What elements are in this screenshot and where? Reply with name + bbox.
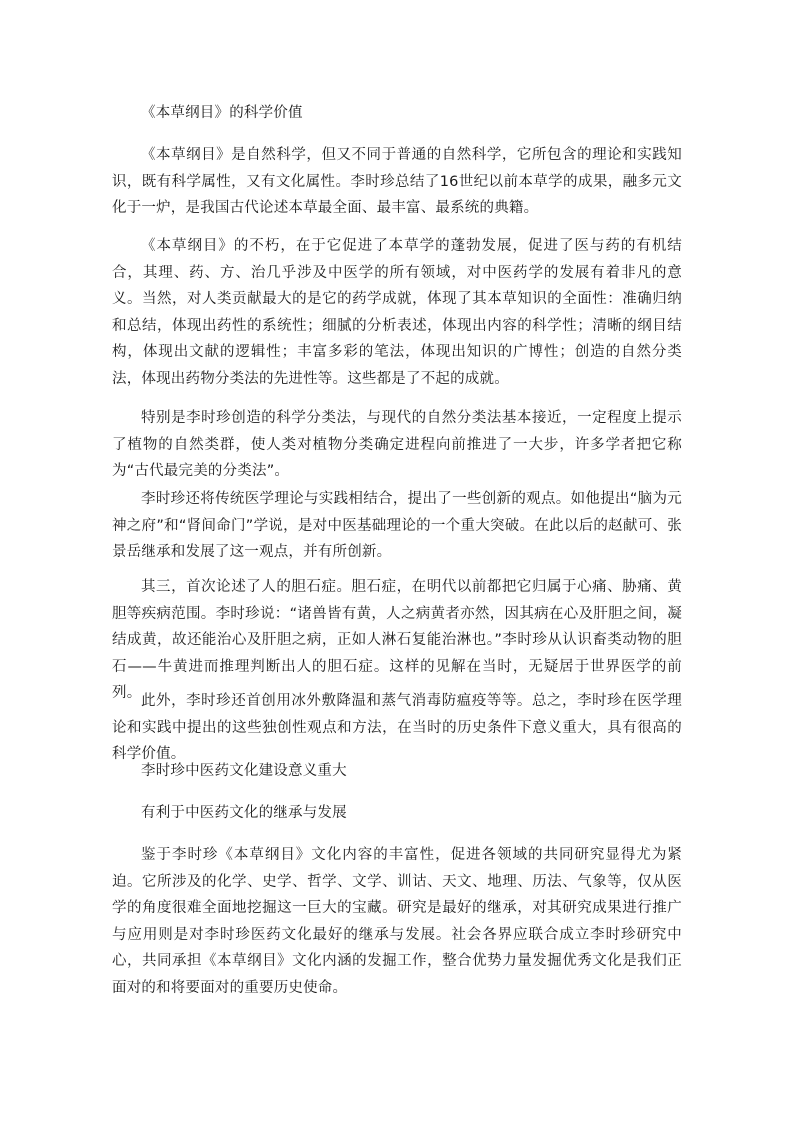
paragraph-1: 《本草纲目》是自然科学，但又不同于普通的自然科学，它所包含的理论和实践知识，既有科学属性，又有文化属性。李时珍总结了16世纪以前本草学的成果，融多元文化于一炉，是我国古代论述本草最全面、最丰富、最系统的典籍。 <box>112 147 682 216</box>
paragraph-2: 《本草纲目》的不朽，在于它促进了本草学的蓬勃发展，促进了医与药的有机结合，其理、药、方、治几乎涉及中医学的所有领域，对中医药学的发展有着非凡的意义。当然，对人类贡献最大的是它的药学成就，体现了其本草知识的全面性：准确归纳和总结，体现出药性的系统性；细腻的分析表述，体现出内容的科学性；清晰的纲目结构，体现出文献的逻辑性；丰富多彩的笔法，体现出知识的广博性；创造的自然分类法，体现出药物分类法的先进性等。这些都是了不起的成就。 <box>112 238 682 387</box>
final-paragraph: 鉴于李时珍《本草纲目》文化内容的丰富性，促进各领域的共同研究显得尤为紧迫。它所涉及的化学、史学、哲学、文学、训诂、天文、地理、历法、气象等，仅从医学的角度很难全面地挖掘这一巨大的宝藏。研究是最好的继承，对其研究成果进行推广与应用则是对李时珍医药文化最好的继承与发展。社会各界应联合成立李时珍研究中心，共同承担《本草纲目》文化内涵的发掘工作，整合优势力量发掘优秀文化是我们正面对的和将要面对的重要历史使命。 <box>112 847 682 996</box>
section-title: 李时珍中医药文化建设意义重大 <box>141 763 347 779</box>
paragraph-3: 特别是李时珍创造的科学分类法，与现代的自然分类法基本接近，一定程度上提示了植物的自然类群，使人类对植物分类确定进程向前推进了一大步，许多学者把它称为“古代最完美的分类法”。 <box>112 410 682 479</box>
subsection-title: 有利于中医药文化的继承与发展 <box>141 805 347 821</box>
paragraph-5: 其三，首次论述了人的胆石症。胆石症，在明代以前都把它归属于心痛、胁痛、黄胆等疾病范围。李时珍说：“诸兽皆有黄，人之病黄者亦然，因其病在心及肝胆之间，凝结成黄，故还能治心及肝胆之病，正如人淋石复能治淋也。”李时珍从认识畜类动物的胆石——牛黄进而推理判断出人的胆石症。这样的见解在当时，无疑居于世界医学的前列。 <box>112 579 682 701</box>
document-title: 《本草纲目》的科学价值 <box>141 105 303 121</box>
paragraph-6: 此外，李时珍还首创用冰外敷降温和蒸气消毒防瘟疫等等。总之，李时珍在医学理论和实践中提出的这些独创性观点和方法，在当时的历史条件下意义重大，具有很高的科学价值。 <box>112 693 682 762</box>
paragraph-4: 李时珍还将传统医学理论与实践相结合，提出了一些创新的观点。如他提出“脑为元神之府”和“肾间命门”学说，是对中医基础理论的一个重大突破。在此以后的赵献可、张景岳继承和发展了这一观点，并有所创新。 <box>112 491 682 560</box>
